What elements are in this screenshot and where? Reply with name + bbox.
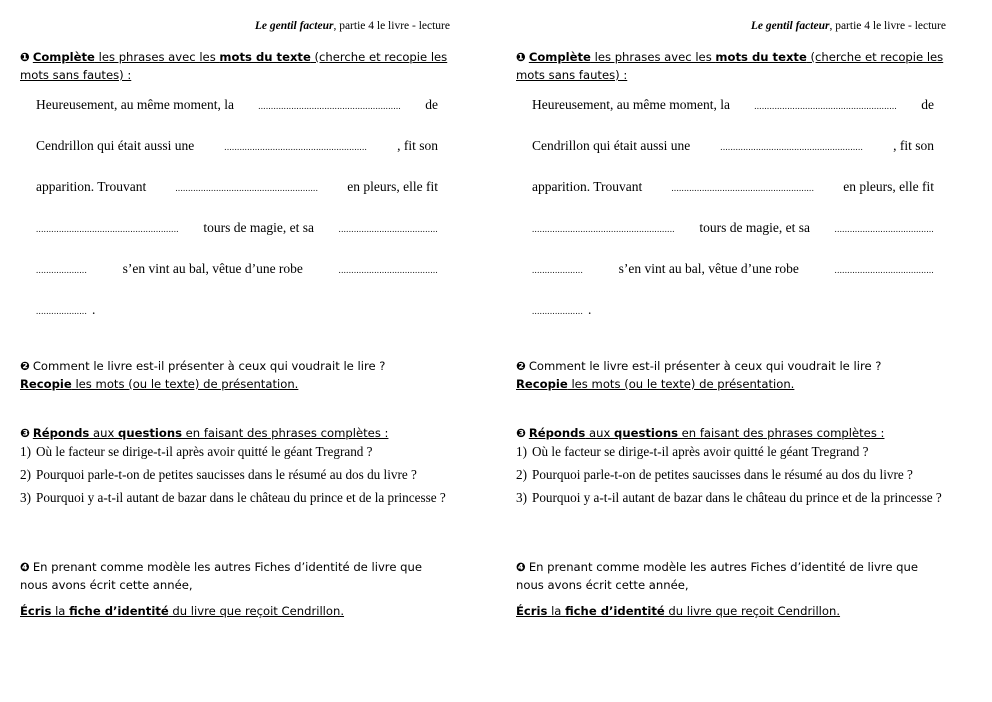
cloze-line (36, 177, 438, 197)
fill-in-blank[interactable]: .................... (36, 306, 87, 316)
instruction-text: (cherche et recopie les mots sans fautes) : (516, 50, 944, 82)
exercise-1 (516, 48, 946, 84)
cloze-line (36, 95, 438, 115)
question-text: Pourquoi parle-t-on de petites saucisses dans le résumé au dos du livre ? (532, 467, 913, 482)
question-number: 1) (20, 444, 31, 459)
exercise-4-text (20, 558, 450, 594)
question-number: 2) (516, 467, 527, 482)
question-text: Où le facteur se dirige-t-il après avoir quitté le géant Tregrand ? (532, 444, 869, 459)
cloze-text-fragment: apparition. Trouvant (532, 179, 643, 194)
worksheet-page-right (516, 0, 946, 702)
cloze-line (532, 300, 934, 320)
cloze-text-fragment: de (425, 97, 438, 112)
instruction-text: aux (89, 426, 119, 440)
instruction-text: en faisant des phrases complètes : (181, 426, 389, 440)
fill-in-blank[interactable]: .................... (36, 265, 87, 275)
question-item (20, 489, 450, 506)
instruction-text: les phrases avec les (94, 50, 220, 64)
exercise-2 (20, 357, 450, 393)
instruction-text: la (547, 604, 566, 618)
exercise-1-instruction (516, 48, 946, 84)
number-four-icon: ❹ (20, 560, 30, 574)
exercise-4-context: En prenant comme modèle les autres Fiches d’identité de livre que nous avons écrit cette année, (20, 560, 422, 592)
number-three-icon: ❸ (516, 426, 526, 440)
instruction-text: du livre que reçoit Cendrillon. (168, 604, 345, 618)
instruction-keyword: fiche d’identité (69, 604, 169, 618)
instruction-verb: Écris (20, 604, 52, 618)
fill-in-blank[interactable]: ........................................................ (36, 224, 179, 234)
fill-in-blank[interactable]: ........................................................ (224, 142, 368, 152)
exercise-2-question (20, 357, 450, 375)
fill-in-blank[interactable]: ....................................... (834, 224, 934, 234)
cloze-line (36, 218, 438, 238)
cloze-text-fragment: en pleurs, elle fit (347, 179, 438, 194)
number-two-icon: ❷ (20, 359, 30, 373)
question-text: Pourquoi y a-t-il autant de bazar dans le château du prince et de la princesse ? (532, 490, 942, 505)
instruction-text: les mots (ou le texte) de présentation. (71, 377, 299, 391)
instruction-verb: Recopie (20, 377, 72, 391)
instruction-verb: Réponds (528, 426, 586, 440)
exercise-3 (20, 424, 450, 512)
sheet-subtitle: , partie 4 le livre - lecture (333, 20, 450, 32)
cloze-line (532, 95, 934, 115)
cloze-text-fragment: Heureusement, au même moment, la (532, 97, 730, 112)
cloze-text-fragment: de (921, 97, 934, 112)
instruction-text: en faisant des phrases complètes : (677, 426, 885, 440)
cloze-line (532, 177, 934, 197)
question-item (516, 466, 946, 483)
exercise-3-instruction (20, 424, 450, 442)
instruction-verb: Complète (528, 50, 591, 64)
instruction-text: les mots (ou le texte) de présentation. (567, 377, 795, 391)
question-number: 1) (516, 444, 527, 459)
number-two-icon: ❷ (516, 359, 526, 373)
sheet-header (255, 20, 450, 32)
fill-in-blank[interactable]: ........................................................ (720, 142, 864, 152)
question-number: 3) (516, 490, 527, 505)
instruction-keyword: fiche d’identité (565, 604, 665, 618)
question-number: 3) (20, 490, 31, 505)
exercise-2-question (516, 357, 946, 375)
fill-in-blank[interactable]: ....................................... (338, 224, 438, 234)
sheet-subtitle: , partie 4 le livre - lecture (829, 20, 946, 32)
question-number: 2) (20, 467, 31, 482)
instruction-keyword: questions (614, 426, 678, 440)
question-item (20, 443, 450, 460)
question-text: Pourquoi y a-t-il autant de bazar dans le château du prince et de la princesse ? (36, 490, 446, 505)
question-item (516, 443, 946, 460)
instruction-keyword: mots du texte (715, 50, 807, 64)
question-text: Comment le livre est-il présenter à ceux qui voudrait le lire ? (32, 359, 386, 373)
cloze-text-fragment: , fit son (397, 138, 438, 153)
cloze-line (36, 259, 438, 279)
cloze-text-fragment: . (588, 302, 592, 317)
cloze-text-fragment: tours de magie, et sa (699, 220, 810, 235)
exercise-4-instruction (20, 602, 450, 620)
number-three-icon: ❸ (20, 426, 30, 440)
cloze-text-fragment: en pleurs, elle fit (843, 179, 934, 194)
cloze-text-fragment: Cendrillon qui était aussi une (36, 138, 195, 153)
instruction-verb: Complète (32, 50, 95, 64)
exercise-2-instruction (516, 375, 946, 393)
question-item (20, 466, 450, 483)
fill-in-blank[interactable]: .................... (532, 306, 583, 316)
cloze-text-fragment: , fit son (893, 138, 934, 153)
exercise-4 (516, 558, 946, 620)
cloze-line (532, 259, 934, 279)
question-list (516, 443, 946, 506)
question-item (516, 489, 946, 506)
cloze-line (532, 218, 934, 238)
instruction-text: du livre que reçoit Cendrillon. (664, 604, 841, 618)
exercise-4-text (516, 558, 946, 594)
number-four-icon: ❹ (516, 560, 526, 574)
exercise-4-context: En prenant comme modèle les autres Fiches d’identité de livre que nous avons écrit cette année, (516, 560, 918, 592)
cloze-text-fragment: . (92, 302, 96, 317)
exercise-3 (516, 424, 946, 512)
fill-in-blank[interactable]: ........................................................ (258, 101, 401, 111)
instruction-text: la (51, 604, 70, 618)
fill-in-blank[interactable]: ........................................................ (175, 183, 319, 193)
question-text: Pourquoi parle-t-on de petites saucisses dans le résumé au dos du livre ? (36, 467, 417, 482)
fill-in-blank[interactable]: ........................................................ (754, 101, 897, 111)
instruction-text: (cherche et recopie les mots sans fautes) : (20, 50, 448, 82)
instruction-text: aux (585, 426, 615, 440)
cloze-text-fragment: apparition. Trouvant (36, 179, 147, 194)
instruction-verb: Réponds (32, 426, 90, 440)
cloze-line (532, 136, 934, 156)
instruction-verb: Recopie (516, 377, 568, 391)
exercise-1 (20, 48, 450, 84)
cloze-line (36, 300, 438, 320)
cloze-text-fragment: s’en vint au bal, vêtue d’une robe (618, 261, 799, 276)
question-text: Comment le livre est-il présenter à ceux qui voudrait le lire ? (528, 359, 882, 373)
book-title: Le gentil facteur (254, 20, 334, 32)
fill-in-blank[interactable]: ........................................................ (532, 224, 675, 234)
exercise-4-instruction (516, 602, 946, 620)
cloze-text-fragment: s’en vint au bal, vêtue d’une robe (122, 261, 303, 276)
cloze-line (36, 136, 438, 156)
exercise-2 (516, 357, 946, 393)
instruction-text: les phrases avec les (590, 50, 716, 64)
sheet-header (751, 20, 946, 32)
fill-in-blank[interactable]: ....................................... (338, 265, 438, 275)
cloze-text-fragment: tours de magie, et sa (203, 220, 314, 235)
question-list (20, 443, 450, 506)
instruction-verb: Écris (516, 604, 548, 618)
cloze-text-fragment: Heureusement, au même moment, la (36, 97, 234, 112)
number-one-icon: ❶ (516, 50, 526, 64)
book-title: Le gentil facteur (750, 20, 830, 32)
instruction-keyword: mots du texte (219, 50, 311, 64)
exercise-2-instruction (20, 375, 450, 393)
fill-in-blank[interactable]: .................... (532, 265, 583, 275)
question-text: Où le facteur se dirige-t-il après avoir quitté le géant Tregrand ? (36, 444, 373, 459)
fill-in-blank[interactable]: ....................................... (834, 265, 934, 275)
fill-in-blank[interactable]: ........................................................ (671, 183, 815, 193)
exercise-1-instruction (20, 48, 450, 84)
exercise-3-instruction (516, 424, 946, 442)
worksheet-page-left (20, 0, 450, 702)
cloze-text-fragment: Cendrillon qui était aussi une (532, 138, 691, 153)
exercise-4 (20, 558, 450, 620)
instruction-keyword: questions (118, 426, 182, 440)
number-one-icon: ❶ (20, 50, 30, 64)
